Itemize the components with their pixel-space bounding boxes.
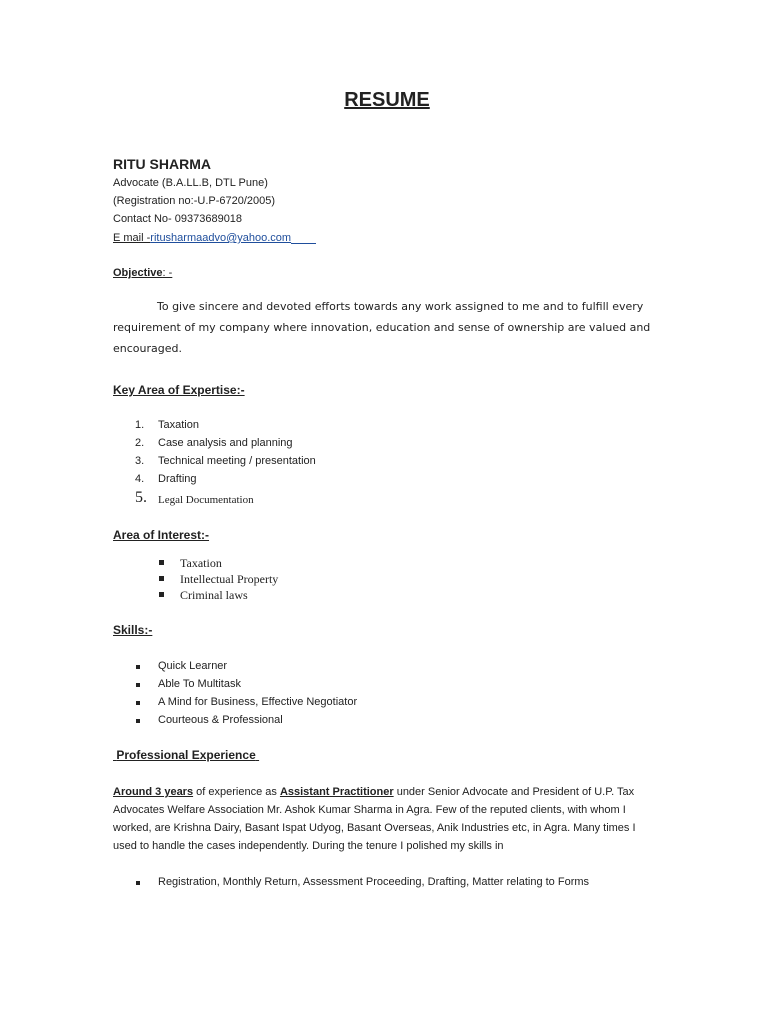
email-label: E mail - [113, 232, 151, 244]
list-item-number: 5. [135, 489, 147, 506]
list-item: Technical meeting / presentation [158, 455, 316, 467]
square-bullet-icon [159, 592, 164, 597]
experience-role: Assistant Practitioner [279, 786, 394, 798]
experience-duration: Around 3 years [113, 786, 194, 798]
interest-heading: Area of Interest:- [113, 528, 210, 542]
experience-heading [113, 748, 259, 762]
square-bullet-icon [136, 719, 140, 723]
experience-text-2: under Senior Advocate and President of U.P. Tax Advocates Welfare Association Mr. Ashok Kumar Sharma in Agra. Few of the reputed clients, with whom I worked, are Krishna Dairy, Basant Ispat Udyog, Basant Overseas, Anik Industries etc, in Agra. Many times I used to handle the cases independently. During the tenure I polished my skills in [113, 786, 636, 852]
list-item-number: 1. [135, 419, 145, 431]
square-bullet-icon [136, 881, 140, 885]
list-item: Case analysis and planning [158, 437, 293, 449]
list-item: Legal Documentation [158, 494, 254, 506]
experience-paragraph [113, 783, 653, 855]
list-item-number: 3. [135, 455, 145, 467]
list-item-number: 2. [135, 437, 145, 449]
square-bullet-icon [136, 665, 140, 669]
email-link[interactable]: ritusharmaadvo@yahoo.com [150, 232, 292, 244]
square-bullet-icon [159, 576, 164, 581]
list-item: Criminal laws [180, 588, 248, 602]
skills-heading: Skills:- [113, 623, 153, 637]
objective-text [113, 296, 653, 359]
square-bullet-icon [136, 701, 140, 705]
list-item: Courteous & Professional [158, 714, 283, 726]
list-item: Taxation [180, 556, 222, 570]
experience-text-1: of experience as [193, 786, 280, 798]
square-bullet-icon [159, 560, 164, 565]
list-item-number: 4. [135, 473, 145, 485]
objective-heading-suffix: : - [162, 267, 173, 279]
list-item: Intellectual Property [180, 572, 279, 586]
candidate-name: RITU SHARMA [113, 156, 211, 172]
experience-heading-label: Professional Experience [116, 748, 256, 762]
list-item: Quick Learner [158, 660, 228, 672]
objective-heading [113, 267, 172, 279]
email-line [113, 231, 316, 244]
list-item: Taxation [158, 419, 199, 431]
objective-text-body: To give sincere and devoted efforts towards any work assigned to me and to fulfill every requirement of my company where innovation, education and sense of ownership are valued and encouraged. [113, 300, 651, 355]
email-underline-pad [291, 231, 316, 244]
list-item: A Mind for Business, Effective Negotiator [158, 696, 358, 708]
contact-number: Contact No- 09373689018 [113, 213, 243, 225]
objective-heading-label: Objective [113, 267, 163, 279]
list-item: Able To Multitask [158, 678, 241, 690]
registration-number: (Registration no:-U.P-6720/2005) [113, 195, 276, 207]
expertise-heading: Key Area of Expertise:- [113, 383, 245, 397]
list-item: Registration, Monthly Return, Assessment Proceeding, Drafting, Matter relating to Forms [158, 876, 590, 888]
designation: Advocate (B.A.LL.B, DTL Pune) [113, 177, 268, 189]
resume-title: RESUME [344, 89, 430, 111]
list-item: Drafting [158, 473, 197, 485]
square-bullet-icon [136, 683, 140, 687]
